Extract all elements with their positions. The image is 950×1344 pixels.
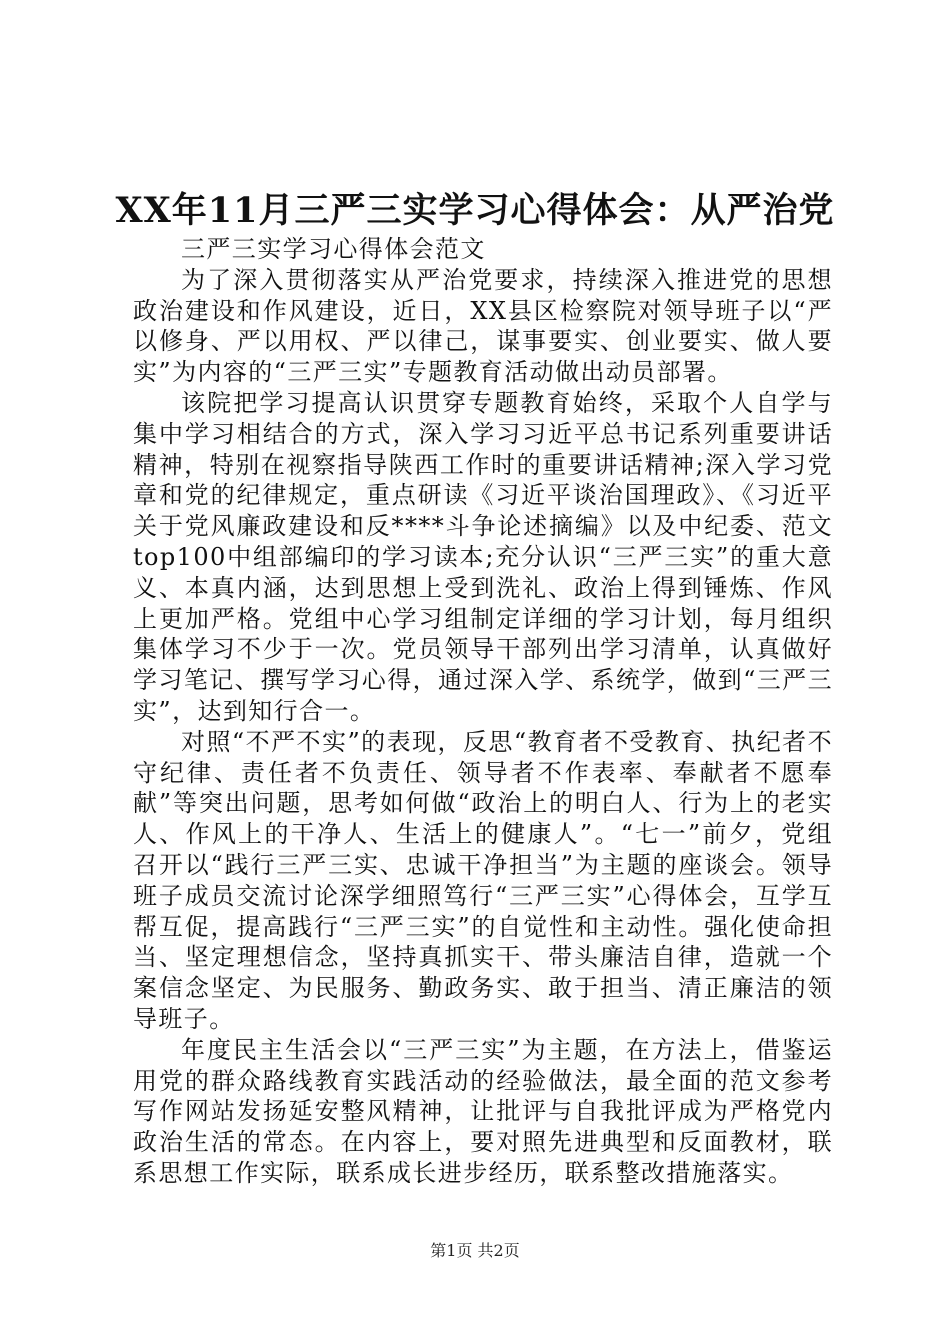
document-subtitle: 三严三实学习心得体会范文 xyxy=(181,235,486,263)
paragraph-4: 年度民主生活会以“三严三实”为主题，在方法上，借鉴运用党的群众路线教育实践活动的经验做法，最全面的范文参考写作网站发扬延安整风精神，让批评与自我批评成为严格党内政治生活的常态。在内容上，要对照先进典型和反面教材，联系思想工作实际，联系成长进步经历，联系整改措施落实。 xyxy=(133,1035,833,1187)
paragraph-2: 该院把学习提高认识贯穿专题教育始终，采取个人自学与集中学习相结合的方式，深入学习习近平总书记系列重要讲话精神，特别在视察指导陕西工作时的重要讲话精神;深入学习党章和党的纪律规定，重点研读《习近平谈治国理政》、《习近平关于党风廉政建设和反****斗争论述摘编》以及中纪委、范文top100中组部编印的学习读本;充分认识“三严三实”的重大意义、本真内涵，达到思想上受到洗礼、政治上得到锤炼、作风上更加严格。党组中心学习组制定详细的学习计划，每月组织集体学习不少于一次。党员领导干部列出学习清单，认真做好学习笔记、撰写学习心得，通过深入学、系统学，做到“三严三实”，达到知行合一。 xyxy=(133,388,833,725)
paragraph-3: 对照“不严不实”的表现，反思“教育者不受教育、执纪者不守纪律、责任者不负责任、领导者不作表率、奉献者不愿奉献”等突出问题，思考如何做“政治上的明白人、行为上的老实人、作风上的干净人、生活上的健康人”。“七一”前夕，党组召开以“践行三严三实、忠诚干净担当”为主题的座谈会。领导班子成员交流讨论深学细照笃行“三严三实”心得体会，互学互帮互促，提高践行“三严三实”的自觉性和主动性。强化使命担当、坚定理想信念，坚持真抓实干、带头廉洁自律，造就一个案信念坚定、为民服务、勤政务实、敢于担当、清正廉洁的领导班子。 xyxy=(133,727,833,1033)
document-title: XX年11月三严三实学习心得体会：从严治党 xyxy=(115,190,835,231)
document-body xyxy=(133,234,833,1189)
paragraph-1: 为了深入贯彻落实从严治党要求，持续深入推进党的思想政治建设和作风建设，近日，XX县区检察院对领导班子以“严以修身、严以用权、严以律己，谋事要实、创业要实、做人要实”为内容的“三严三实”专题教育活动做出动员部署。 xyxy=(133,265,833,387)
page-footer: 第1页 共2页 xyxy=(430,1241,520,1260)
